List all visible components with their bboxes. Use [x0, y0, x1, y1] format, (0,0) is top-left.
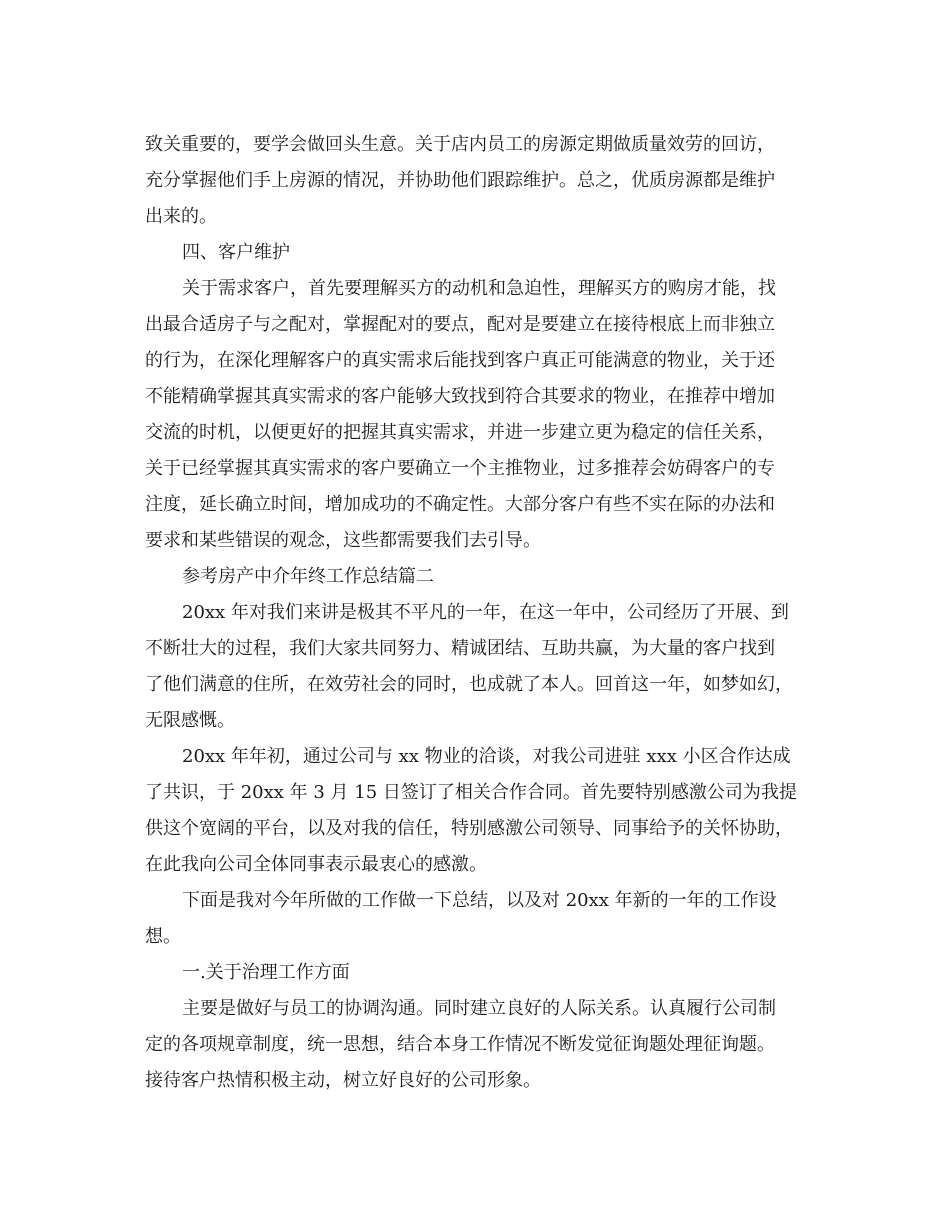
text-line: 无限感慨。 [145, 710, 235, 731]
text-line: 交流的时机，以便更好的把握其真实需求，并进一步建立更为稳定的信任关系， [145, 422, 775, 443]
text-line: 要求和某些错误的观念，这些都需要我们去引导。 [145, 530, 541, 551]
text-line: 下面是我对今年所做的工作做一下总结，以及对 20xx 年新的一年的工作设 [182, 890, 777, 911]
document-body [145, 127, 810, 1099]
text-line: 了他们满意的住所，在效劳社会的同时，也成就了本人。回首这一年，如梦如幻， [145, 674, 793, 695]
text-line: 致关重要的，要学会做回头生意。关于店内员工的房源定期做质量效劳的回访， [145, 134, 775, 155]
text-line: 出最合适房子与之配对，掌握配对的要点，配对是要建立在接待根底上而非独立 [145, 314, 775, 335]
text-line: 关于已经掌握其真实需求的客户要确立一个主推物业，过多推荐会妨碍客户的专 [145, 458, 775, 479]
text-line: 了共识，于 20xx 年 3 月 15 日签订了相关合作合同。首先要特别感激公司为我提 [145, 782, 797, 803]
text-line: 不能精确掌握其真实需求的客户能够大致找到符合其要求的物业，在推荐中增加 [145, 386, 775, 407]
text-line: 20xx 年年初，通过公司与 xx 物业的洽谈，对我公司进驻 xxx 小区合作达成 [182, 746, 791, 767]
text-line: 想。 [145, 926, 181, 947]
text-line: 充分掌握他们手上房源的情况，并协助他们跟踪维护。总之，优质房源都是维护 [145, 170, 775, 191]
text-line: 一.关于治理工作方面 [182, 962, 350, 983]
text-line: 供这个宽阔的平台，以及对我的信任，特别感激公司领导、同事给予的关怀协助， [145, 818, 793, 839]
text-line: 在此我向公司全体同事表示最衷心的感激。 [145, 854, 487, 875]
text-line: 定的各项规章制度，统一思想，结合本身工作情况不断发觉征询题处理征询题。 [145, 1034, 775, 1055]
text-line: 的行为，在深化理解客户的真实需求后能找到客户真正可能满意的物业，关于还 [145, 350, 775, 371]
text-line: 主要是做好与员工的协调沟通。同时建立良好的人际关系。认真履行公司制 [182, 998, 776, 1019]
text-line: 接待客户热情积极主动，树立好良好的公司形象。 [145, 1070, 541, 1091]
text-line: 出来的。 [145, 206, 217, 227]
text-line: 参考房产中介年终工作总结篇二 [182, 566, 434, 587]
text-line: 不断壮大的过程，我们大家共同努力、精诚团结、互助共赢，为大量的客户找到 [145, 638, 775, 659]
text-line: 四、客户维护 [182, 242, 290, 263]
text-line: 20xx 年对我们来讲是极其不平凡的一年，在这一年中，公司经历了开展、到 [182, 602, 789, 623]
text-line: 关于需求客户，首先要理解买方的动机和急迫性，理解买方的购房才能，找 [182, 278, 776, 299]
text-line: 注度，延长确立时间，增加成功的不确定性。大部分客户有些不实在际的办法和 [145, 494, 775, 515]
